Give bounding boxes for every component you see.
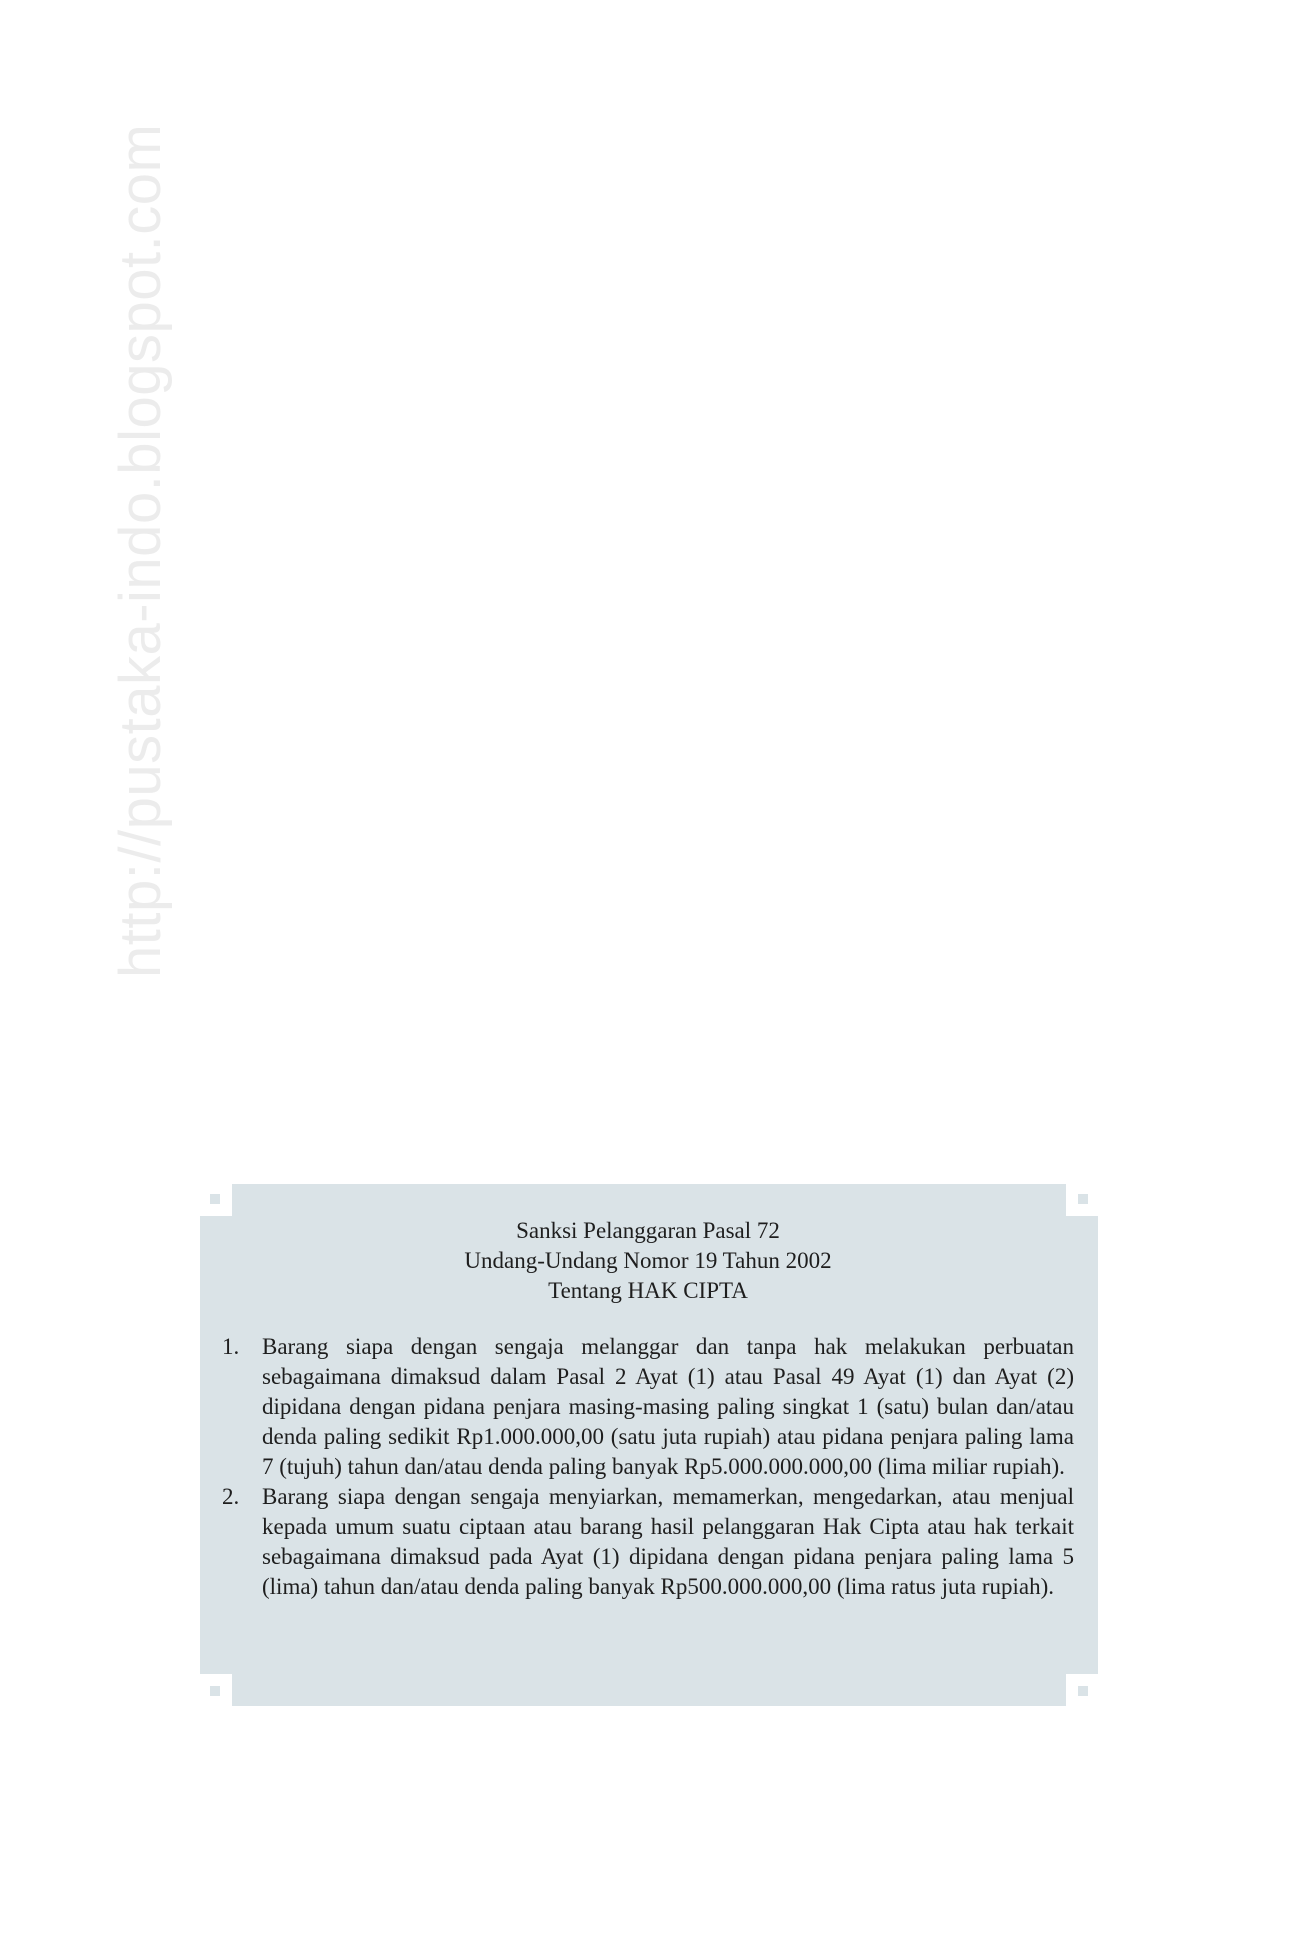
heading-line-law: Undang-Undang Nomor 19 Tahun 2002: [464, 1248, 832, 1273]
heading-line-subject: Tentang HAK CIPTA: [548, 1278, 748, 1303]
list-item: [222, 1482, 1074, 1602]
list-item-number: 1.: [222, 1334, 240, 1359]
sanction-heading: [222, 1216, 1074, 1306]
watermark-url: http://pustaka-indo.blogspot.com: [108, 123, 173, 978]
list-item-number: 2.: [222, 1484, 240, 1509]
corner-ornament-top-left: [210, 1194, 220, 1204]
corner-ornament-bottom-left: [210, 1686, 220, 1696]
list-item: [222, 1332, 1074, 1482]
corner-ornament-top-right: [1078, 1194, 1088, 1204]
heading-line-article: Sanksi Pelanggaran Pasal 72: [516, 1218, 780, 1243]
corner-ornament-bottom-right: [1078, 1686, 1088, 1696]
list-item-text: Barang siapa dengan sengaja melanggar dan tanpa hak melakukan perbuatan sebagaimana dimaksud dalam Pasal 2 Ayat (1) atau Pasal 49 Ayat (1) dan Ayat (2) dipidana dengan pidana penjara masing-masing paling singkat 1 (satu) bulan dan/atau denda paling sedikit Rp1.000.000,00 (satu juta rupiah) atau pidana penjara paling lama 7 (tujuh) tahun dan/atau denda paling banyak Rp5.000.000.000,00 (lima miliar rupiah).: [262, 1334, 1074, 1479]
sanction-content: [222, 1216, 1074, 1602]
sanction-list: [222, 1332, 1074, 1602]
list-item-text: Barang siapa dengan sengaja menyiarkan, memamerkan, mengedarkan, atau menjual kepada umum suatu ciptaan atau barang hasil pelanggaran Hak Cipta atau hak terkait sebagaimana dimaksud pada Ayat (1) dipidana dengan pidana penjara paling lama 5 (lima) tahun dan/atau denda paling banyak Rp500.000.000,00 (lima ratus juta rupiah).: [262, 1484, 1074, 1599]
